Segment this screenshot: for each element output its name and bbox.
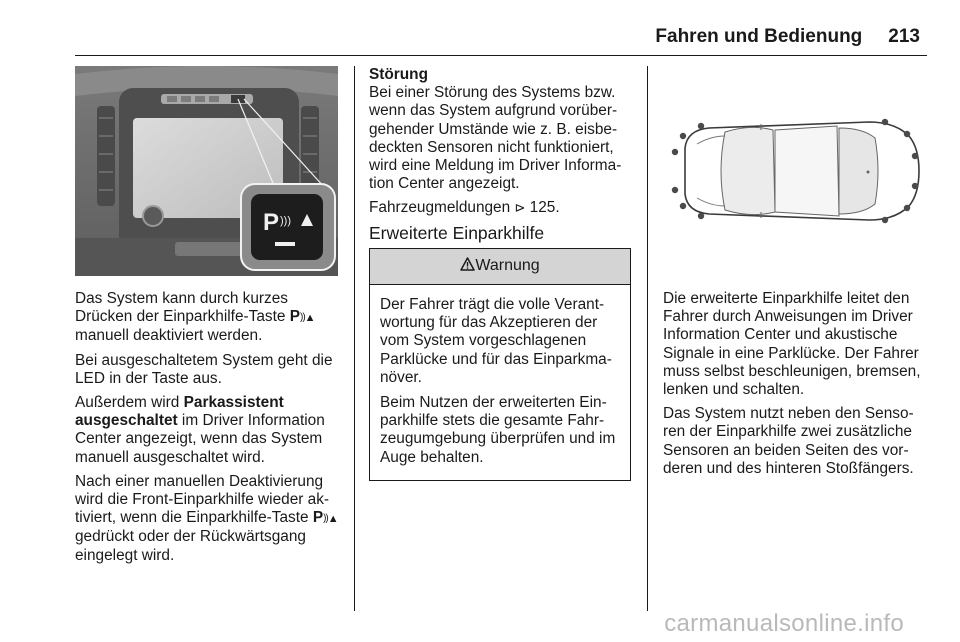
running-header <box>655 26 920 48</box>
svg-text:P: P <box>263 209 280 236</box>
warning-title: Warnung <box>475 256 540 274</box>
sub-heading: Störung <box>369 66 428 83</box>
paragraph: Bei ausgeschaltetem System geht die LED in der Taste aus. <box>75 351 333 387</box>
dashboard-photo <box>75 66 338 276</box>
paragraph: Die erweiterte Einparkhilfe leitet den Fahrer durch Anweisungen im Driver Information Center und akustische Signale in eine Parklücke. Der Fahrer muss selbst beschleunigen, bremsen, lenken und schalten. <box>663 290 921 399</box>
column-3 <box>663 66 928 484</box>
chapter-title: Fahren und Bedienung <box>655 26 863 47</box>
column-divider-2 <box>647 66 648 611</box>
warning-triangle-icon <box>460 257 475 271</box>
column-divider-1 <box>354 66 355 611</box>
warning-paragraph: Der Fahrer trägt die volle Verantwortung für das Akzeptieren der vom System vorgeschlagenen Parklücke und für das Einparkmanöver. <box>380 296 612 386</box>
page-reference[interactable]: 125. <box>529 199 560 217</box>
section-heading: Erweiterte Einparkhilfe <box>369 222 545 243</box>
warning-header <box>370 249 630 285</box>
paragraph: Fahrzeugmeldungen ⊳ 125. <box>369 199 560 217</box>
page-number: 213 <box>888 26 920 47</box>
warning-box <box>369 248 631 481</box>
watermark: carmanualsonline.info <box>664 610 904 637</box>
paragraph: Das System kann durch kurzes Drücken der Einparkhilfe-Taste P))▲ manuell deaktiviert werden. <box>75 290 316 345</box>
svg-text:))): ))) <box>280 215 291 227</box>
column-1 <box>75 66 341 571</box>
parking-assist-button-symbol: P))▲ <box>289 308 316 326</box>
paragraph: Bei einer Störung des Systems bzw. wenn das System aufgrund vorübergehender Umstände wie z. B. eisbedeckten Sensoren nicht funktioniert, wird eine Meldung im Driver Information Center angezeigt. <box>369 84 622 193</box>
header-rule <box>75 55 927 56</box>
vehicle-sensor-diagram <box>663 66 926 276</box>
warning-paragraph: Beim Nutzen der erweiterten Einparkhilfe stets die gesamte Fahrzeugumgebung überprüfen und im Auge behalten. <box>380 394 616 466</box>
parking-assist-button-symbol: P))▲ <box>312 509 339 527</box>
paragraph: Nach einer manuellen Deaktivierung wird die Front-Einparkhilfe wieder aktiviert, wenn die Einparkhilfe-Taste P))▲ gedrückt oder der Rückwärtsgang eingelegt wird. <box>75 472 339 564</box>
paragraph: Das System nutzt neben den Sensoren der Einparkhilfe zwei zusätzliche Sensoren an beiden Seiten des vorderen und des hinteren Stoßfängers. <box>663 405 914 477</box>
column-2 <box>369 66 633 481</box>
paragraph: Außerdem wird Parkassistent ausgeschaltet im Driver Information Center angezeigt, wenn das System manuell ausgeschaltet wird. <box>75 394 325 466</box>
message-text: Parkassistent ausgeschaltet <box>75 394 284 430</box>
warning-body <box>370 285 630 480</box>
page-reference-icon[interactable]: ⊳ <box>514 200 526 216</box>
